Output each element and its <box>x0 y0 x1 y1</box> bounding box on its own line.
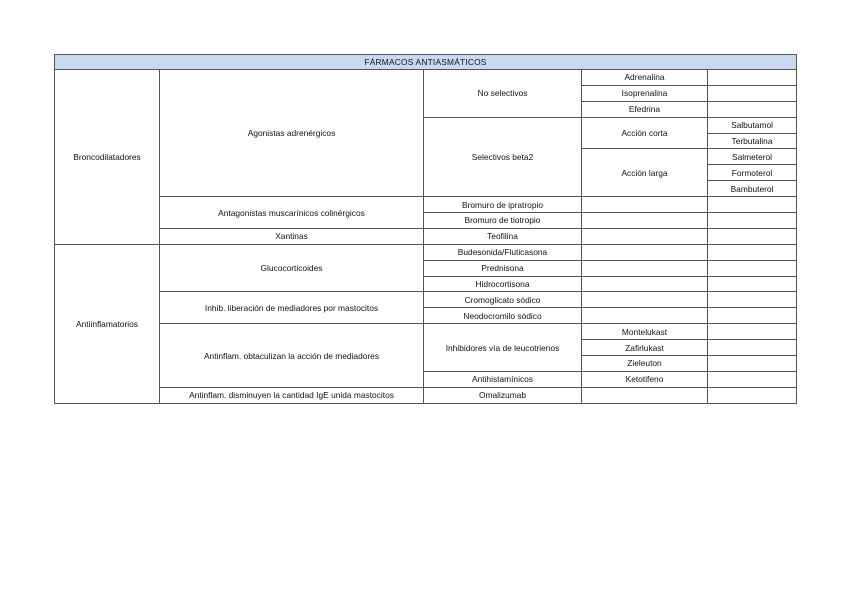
antiasthmatic-drugs-table <box>54 54 797 404</box>
drug-terbutalina: Terbutalina <box>708 133 797 149</box>
class-antinflam-ige: Antinflam. disminuyen la cantidad IgE unida mastocitos <box>160 387 424 403</box>
drug-zieleuton: Zieleuton <box>582 356 708 372</box>
drug-hidrocortisona: Hidrocortisona <box>424 276 582 292</box>
class-antagonistas-muscarinicos: Antagonistas muscarínicos colinérgicos <box>160 197 424 229</box>
empty-cell <box>582 244 708 260</box>
empty-cell <box>708 324 797 340</box>
empty-cell <box>708 244 797 260</box>
drug-cromoglicato: Cromoglicato sódico <box>424 292 582 308</box>
drug-ketotifeno: Ketotifeno <box>582 371 708 387</box>
empty-cell <box>708 260 797 276</box>
drug-budesonida: Budesonida/Fluticasona <box>424 244 582 260</box>
subclass-antihistaminicos: Antihistamínicos <box>424 371 582 387</box>
empty-cell <box>708 292 797 308</box>
empty-cell <box>582 276 708 292</box>
drug-omalizumab: Omalizumab <box>424 387 582 403</box>
table-title: FÁRMACOS ANTIASMÁTICOS <box>55 55 797 70</box>
empty-cell <box>582 387 708 403</box>
empty-cell <box>708 197 797 213</box>
drug-neodocromilo: Neodocromilo sódico <box>424 308 582 324</box>
empty-cell <box>708 101 797 117</box>
class-antinflam-obtaculizan: Antinflam. obtaculizan la acción de mediadores <box>160 324 424 388</box>
class-agonistas-adrenergicos: Agonistas adrenérgicos <box>160 70 424 197</box>
group-antiinflamatorios: Antiinflamatorios <box>55 244 160 403</box>
empty-cell <box>582 213 708 229</box>
empty-cell <box>582 197 708 213</box>
drug-formoterol: Formoterol <box>708 165 797 181</box>
drug-prednisona: Prednisona <box>424 260 582 276</box>
empty-cell <box>708 356 797 372</box>
empty-cell <box>708 228 797 244</box>
subclass-no-selectivos: No selectivos <box>424 70 582 118</box>
empty-cell <box>708 213 797 229</box>
empty-cell <box>582 228 708 244</box>
accion-larga: Acción larga <box>582 149 708 197</box>
class-glucocorticoides: Glucocorticoides <box>160 244 424 292</box>
drug-salmeterol: Salmeterol <box>708 149 797 165</box>
empty-cell <box>582 292 708 308</box>
drug-bromuro-tiotropio: Bromuro de tiotropio <box>424 213 582 229</box>
empty-cell <box>708 85 797 101</box>
empty-cell <box>708 276 797 292</box>
subclass-selectivos-beta2: Selectivos beta2 <box>424 117 582 196</box>
group-broncodilatadores: Broncodilatadores <box>55 70 160 245</box>
drug-isoprenalina: Isoprenalina <box>582 85 708 101</box>
drug-montelukast: Montelukast <box>582 324 708 340</box>
drug-bromuro-ipratropio: Bromuro de ipratropio <box>424 197 582 213</box>
class-xantinas: Xantinas <box>160 228 424 244</box>
empty-cell <box>708 340 797 356</box>
drug-salbutamol: Salbutamol <box>708 117 797 133</box>
empty-cell <box>708 70 797 86</box>
empty-cell <box>708 387 797 403</box>
empty-cell <box>582 260 708 276</box>
class-inhib-liberacion: Inhib. liberación de mediadores por mastocitos <box>160 292 424 324</box>
drug-efedrina: Efedrina <box>582 101 708 117</box>
empty-cell <box>708 371 797 387</box>
empty-cell <box>708 308 797 324</box>
accion-corta: Acción corta <box>582 117 708 149</box>
subclass-inhibidores-leucotrienos: Inhibidores vía de leucotrienos <box>424 324 582 372</box>
drug-bambuterol: Bambuterol <box>708 181 797 197</box>
drug-teofilina: Teofilina <box>424 228 582 244</box>
empty-cell <box>582 308 708 324</box>
drug-adrenalina: Adrenalina <box>582 70 708 86</box>
drug-zafirlukast: Zafirlukast <box>582 340 708 356</box>
